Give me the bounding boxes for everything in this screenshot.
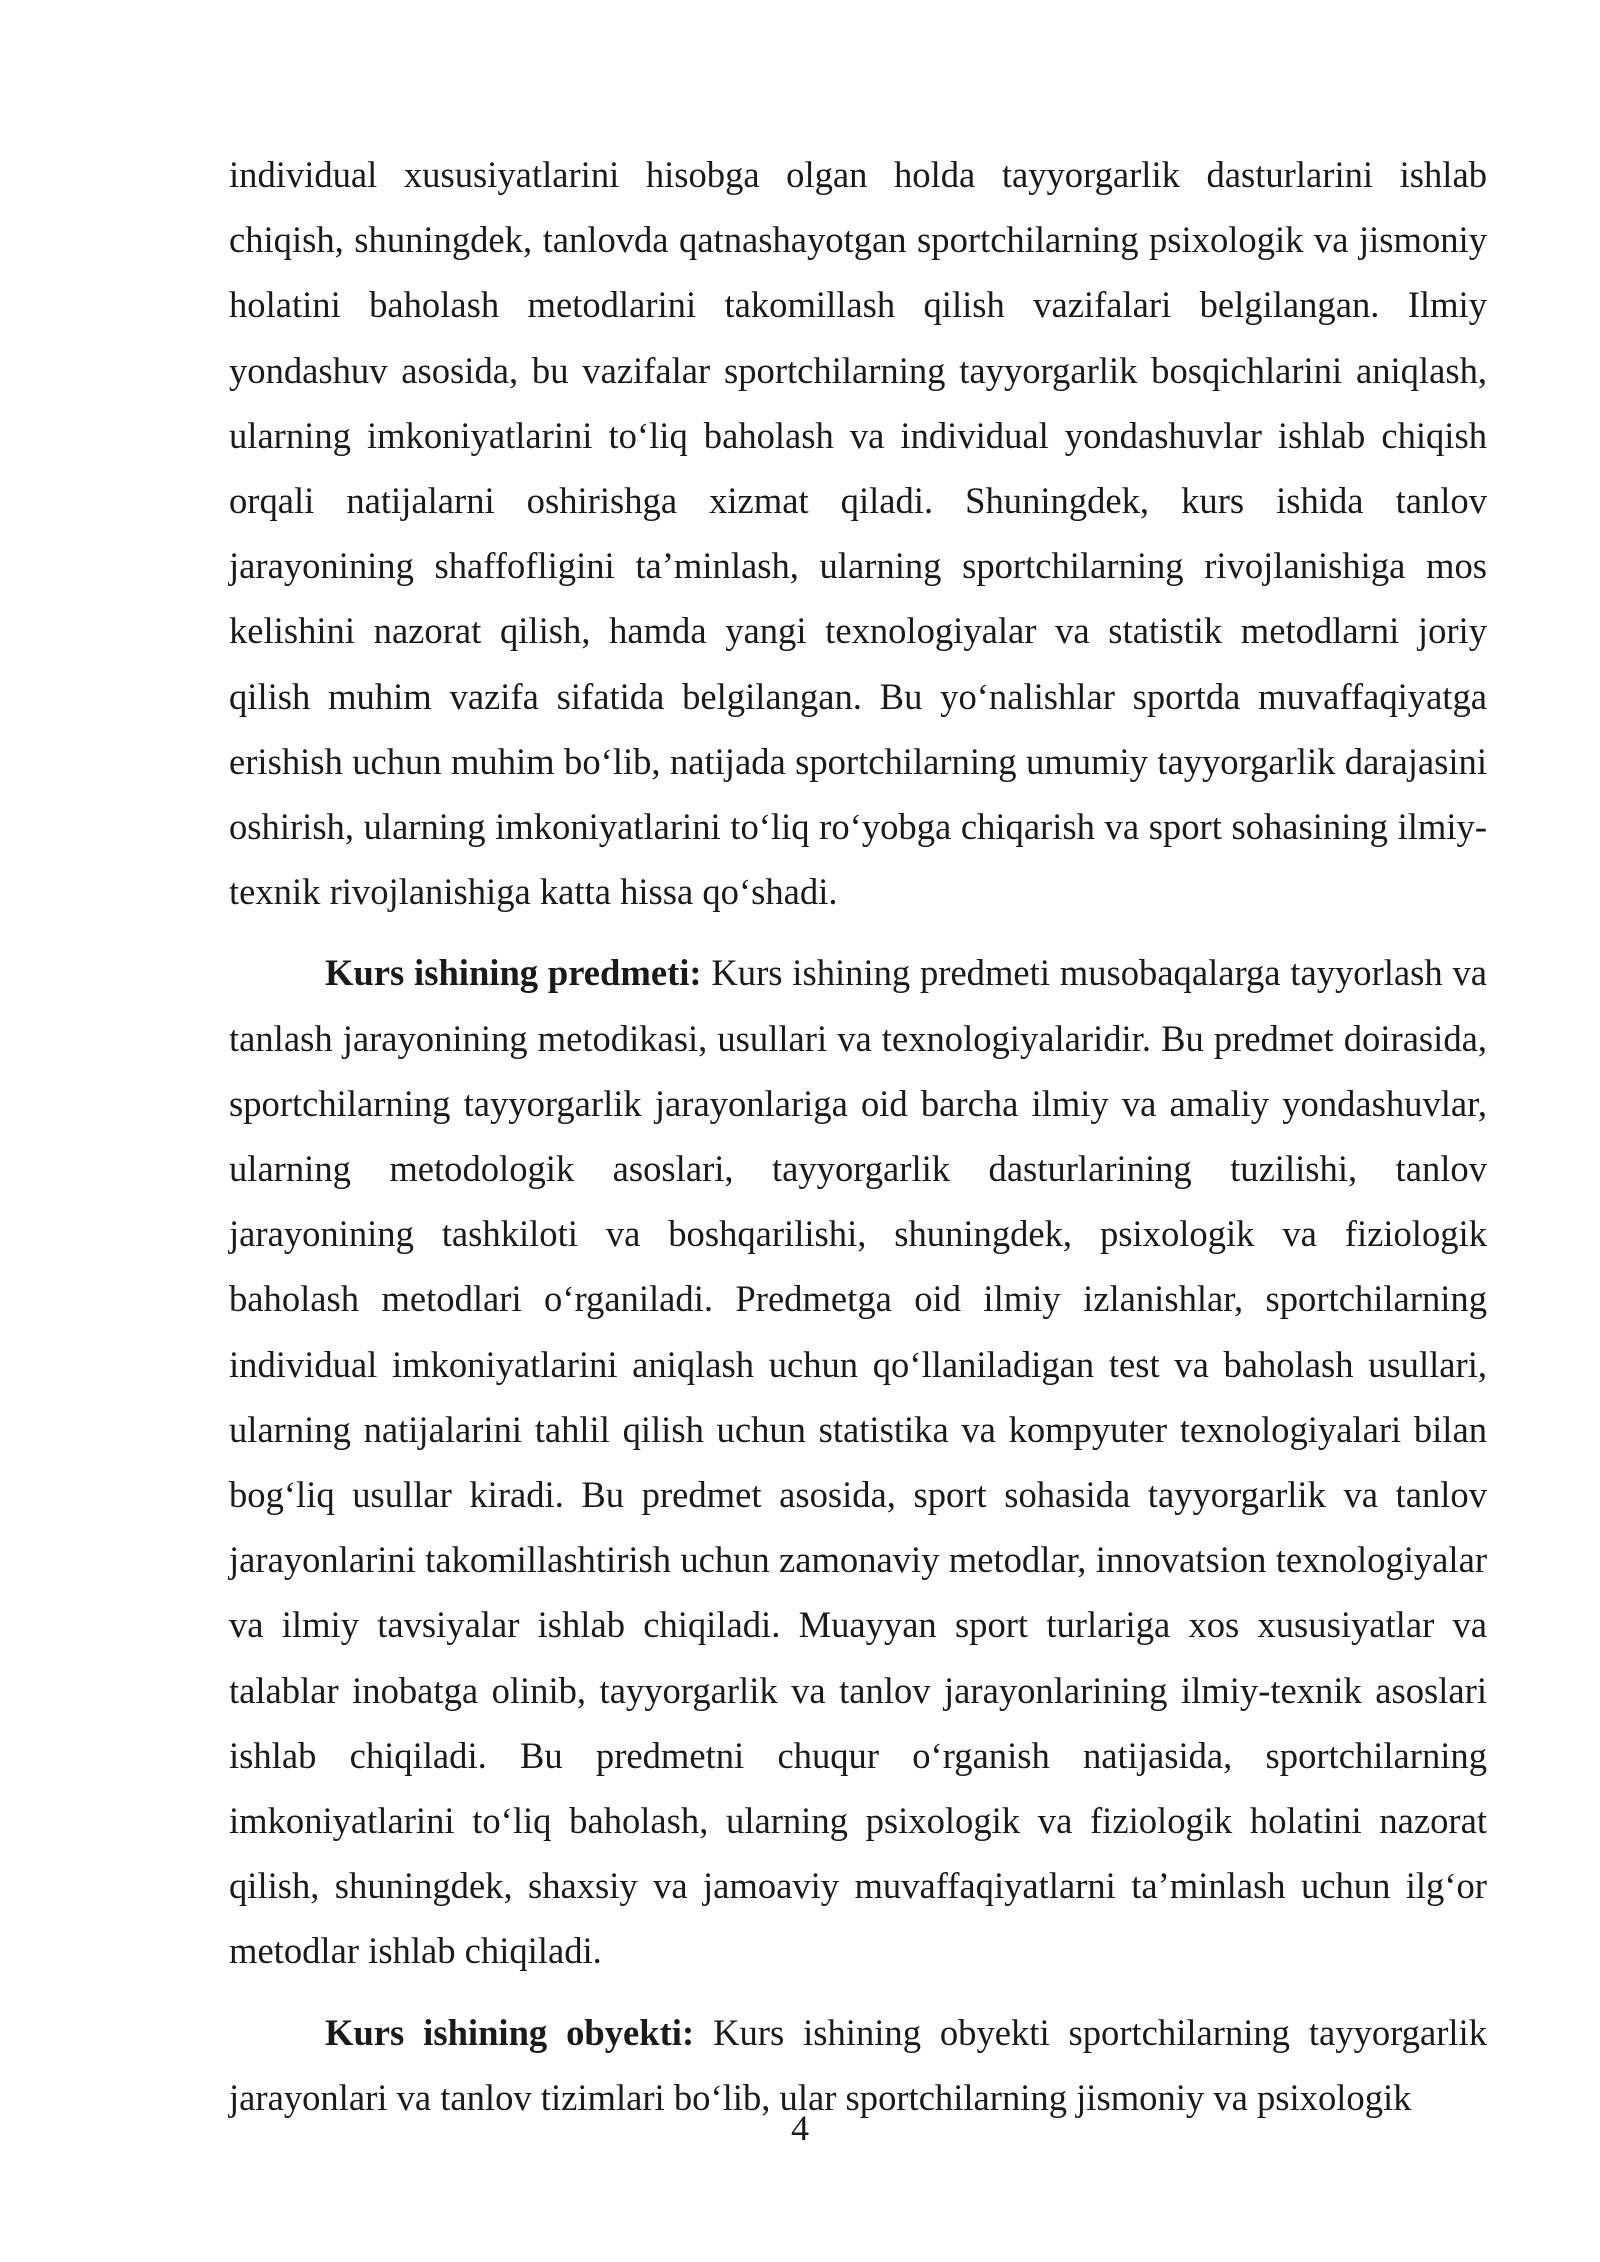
paragraph-text: Kurs ishining obyekti sportchilarning tayyorgarlik jarayonlari va tanlov tizimlari bo‘lib, ular sportchilarning jismoniy va psixologik bbox=[229, 2011, 1487, 2118]
paragraph-text: Kurs ishining predmeti musobaqalarga tayyorlash va tanlash jarayonining metodikasi, usullari va texnologiyalaridir. Bu predmet doirasida, sportchilarning tayyorgarlik jarayonlariga oid barcha ilmiy va amaliy yondashuvlar, ularning metodologik asoslari, tayyorgarlik dasturlarining tuzilishi, tanlov jarayonining tashkiloti va boshqarilishi, shuningdek, psixologik va fiziologik baholash metodlari o‘rganiladi. Predmetga oid ilmiy izlanishlar, sportchilarning individual imkoniyatlarini aniqlash uchun qo‘llaniladigan test va baholash usullari, ularning natijalarini tahlil qilish uchun statistika va kompyuter texnologiyalari bilan bog‘liq usullar kiradi. Bu predmet asosida, sport sohasida tayyorgarlik va tanlov jarayonlarini takomillashtirish uchun zamonaviy metodlar, innovatsion texnologiyalar va ilmiy tavsiyalar ishlab chiqiladi. Muayyan sport turlariga xos xususiyatlar va talablar inobatga olinib, tayyorgarlik va tanlov jarayonlarining ilmiy-texnik asoslari ishlab chiqiladi. Bu predmetni chuqur o‘rganish natijasida, sportchilarning imkoniyatlarini to‘liq baholash, ularning psixologik va fiziologik holatini nazorat qilish, shuningdek, shaxsiy va jamoaviy muvaffaqiyatlarni ta’minlash uchun ilg‘or metodlar ishlab chiqiladi. bbox=[229, 952, 1487, 1972]
paragraph-text: individual xususiyatlarini hisobga olgan holda tayyorgarlik dasturlarini ishlab chiqish, shuningdek, tanlovda qatnashayotgan sportchilarning psixologik va jismoniy holatini baholash metodlarini takomillash qilish vazifalari belgilangan. Ilmiy yondashuv asosida, bu vazifalar sportchilarning tayyorgarlik bosqichlarini aniqlash, ularning imkoniyatlarini to‘liq baholash va individual yondashuvlar ishlab chiqish orqali natijalarni oshirishga xizmat qiladi. Shuningdek, kurs ishida tanlov jarayonining shaffofligini ta’minlash, ularning sportchilarning rivojlanishiga mos kelishini nazorat qilish, hamda yangi texnologiyalar va statistik metodlarni joriy qilish muhim vazifa sifatida belgilangan. Bu yo‘nalishlar sportda muvaffaqiyatga erishish uchun muhim bo‘lib, natijada sportchilarning umumiy tayyorgarlik darajasini oshirish, ularning imkoniyatlarini to‘liq ro‘yobga chiqarish va sport sohasining ilmiy-texnik rivojlanishiga katta hissa qo‘shadi. bbox=[229, 154, 1487, 913]
paragraph-heading-object: Kurs ishining obyekti: bbox=[325, 2011, 695, 2053]
paragraph-course-subject bbox=[229, 940, 1487, 1983]
paragraph-tasks-continued bbox=[229, 142, 1487, 924]
paragraph-heading-subject: Kurs ishining predmeti: bbox=[325, 952, 702, 994]
document-body bbox=[229, 142, 1487, 2146]
page-number: 4 bbox=[791, 2108, 809, 2148]
